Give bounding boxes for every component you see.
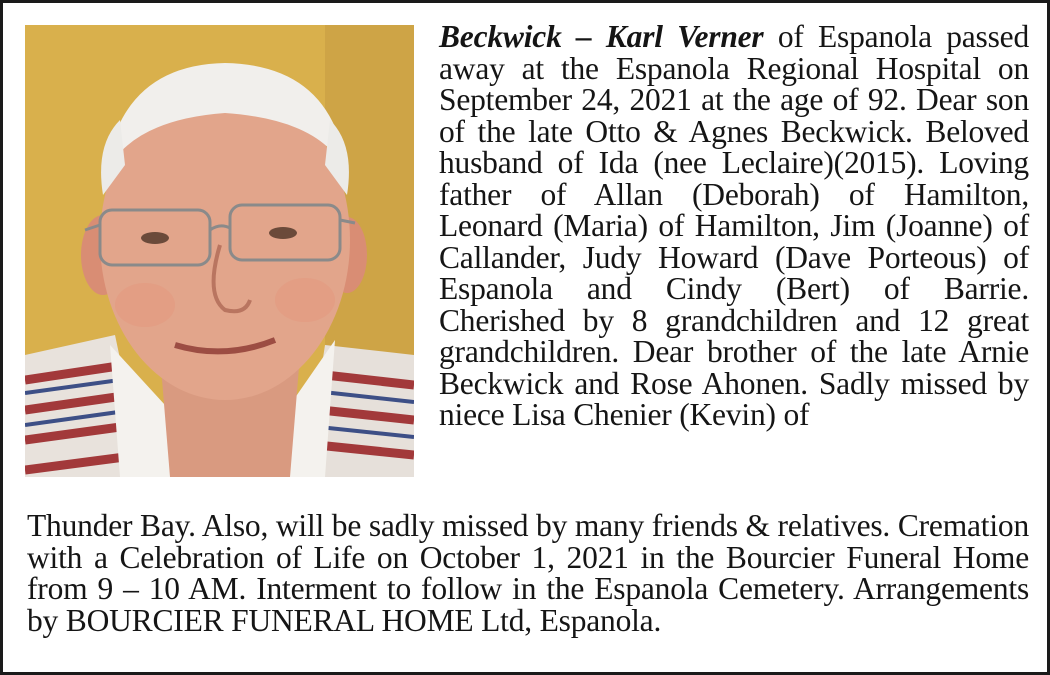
deceased-name: Beckwick – Karl Verner bbox=[439, 19, 764, 54]
portrait-photo bbox=[25, 25, 414, 477]
portrait-illustration bbox=[25, 25, 414, 477]
obituary-full-width-text: Thunder Bay. Also, will be sadly missed by many friends & relatives. Cremation with a Celebration of Life on October 1, 2021 in the Bourcier Funeral Home from 9 – 10 AM. Interment to follow in the Espanola Cemetery. Arrangements by BOURCIER FUNERAL HOME Ltd, Espanola. bbox=[27, 508, 1029, 638]
obituary-body-column: of Espanola passed away at the Espanola Regional Hospital on September 24, 2021 at the age of 92. Dear son of the late Otto & Agnes Beckwick. Beloved husband of Ida (nee Leclaire)(2015). Loving father of Allan (Deborah) of Hamilton, Leonard (Maria) of Hamilton, Jim (Joanne) of Callander, Judy Howard (Dave Porteous) of Espanola and Cindy (Bert) of Barrie. Cherished by 8 grandchildren and 12 great grandchildren. Dear brother of the late Arnie Beckwick and Rose Ahonen. Sadly missed by niece Lisa Chenier (Kevin) of bbox=[439, 19, 1029, 432]
obituary-column-text bbox=[439, 21, 1029, 431]
